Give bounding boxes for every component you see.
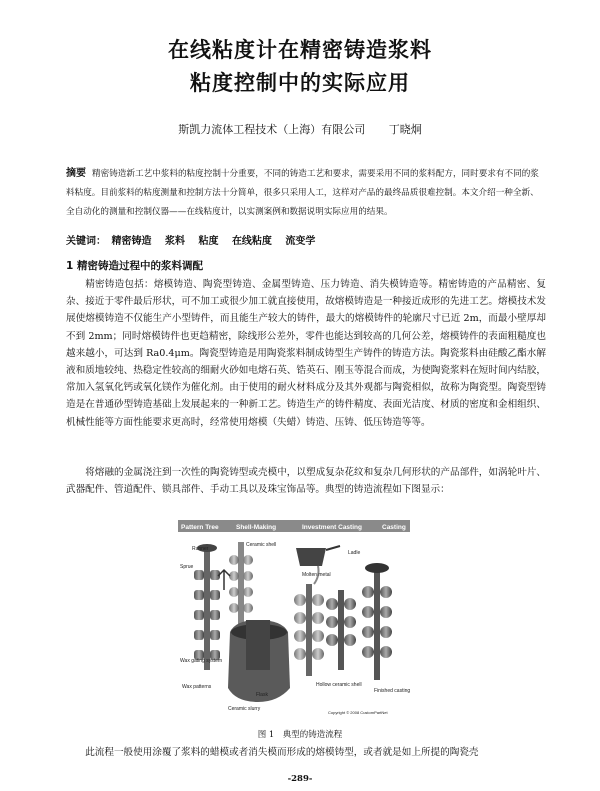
abstract [66,164,544,222]
shell-making-tree [218,542,253,632]
title-line-1: 在线粘度计在精密铸造浆料 [168,38,432,62]
keyword: 流变学 [285,236,316,247]
label-ceramic-slurry: Ceramic slurry [228,706,261,712]
author-name: 丁晓炯 [388,123,422,136]
label-finished: Finished casting [374,688,410,694]
abstract-text: 精密铸造新工艺中浆料的粘度控制十分重要，不同的铸造工艺和要求，需要采用不同的浆料配方，同时要求有不同的浆料粘度。目前浆料的粘度测量和控制方法十分简单，很多只采用人工，这样对产品的最终品质很难控制。本文介绍一种全新、全自动化的测量和控制仪器——在线粘度计，以实测案例和数据说明实际应用的结果。 [66,169,539,217]
keyword: 在线粘度 [231,236,272,247]
keyword: 精密铸造 [111,236,152,247]
label-ceramic-shell: Ceramic shell [246,542,277,548]
figure-caption: 图 1 典型的铸造流程 [257,730,343,740]
paragraph-2: 将熔融的金属浇注到一次性的陶瓷铸型或壳模中，以塑成复杂花纹和复杂几何形状的产品部件，如涡轮叶片、武器配件、管道配件、锁具部件、手动工具以及珠宝饰品等。典型的铸造流程如下图显示： [66,467,546,496]
label-wax-gating: Wax gating system [180,658,223,664]
keyword: 浆料 [164,236,185,247]
label-flask: Flask [256,692,268,698]
casting-process-figure [178,520,410,716]
figure-copyright: Copyright © 2008 CustomPartNet [328,710,388,715]
wax-pattern-tree [194,544,220,670]
header-step: Investment Casting [302,524,362,531]
keyword: 粘度 [198,236,219,247]
keywords-label: 关键词： [66,236,106,247]
ceramic-slurry-flask [228,620,290,702]
label-hollow-shell: Hollow ceramic shell [316,682,362,688]
page-number: -289- [287,774,313,784]
label-ladle: Ladle [348,550,361,556]
investment-shells [294,584,356,676]
author-line [0,121,600,137]
header-step: Pattern Tree [181,524,219,531]
finished-casting [362,563,392,680]
label-sprue: Sprue [180,564,194,570]
paragraph-1: 精密铸造包括：熔模铸造、陶瓷型铸造、金属型铸造、压力铸造、消失模铸造等。精密铸造的产品精密、复杂、接近于零件最后形状，可不加工或很少加工就直接使用，故熔模铸造是一种接近成形的先进工艺。熔模技术发展使熔模铸造不仅能生产小型铸件，而且能生产较大的铸件，最大的熔模铸件的轮廓尺寸已近 2m，而最小壁厚却不到 2mm；同时熔模铸件也更趋精密，除线形公差外，零件也能达到较高的几何公差，熔模铸件的表面粗糙度也越来越小，可达到 Ra0.4μm。陶瓷型铸造是用陶瓷浆料制成铸型生产铸件的铸造方法。陶瓷浆料由硅酸乙酯水解液和质地较纯、热稳定性较高的细耐火砂如电熔石英、锆英石、刚玉等混合而成，为使陶瓷浆料在短时间内结胶，常加入氢氧化钙或氧化镁作为催化剂。由于使用的耐火材料成分及其外观都与陶瓷相似，故称为陶瓷型。陶瓷型铸造是在普通砂型铸造基础上发展起来的一种新工艺。铸造生产的铸件精度、表面光洁度、材质的密度和金相组织、机械性能等方面性能要求更高时，经常使用熔模（失蜡）铸造、压铸、低压铸造等等。 [66,279,546,428]
abstract-label: 摘要 [66,168,86,179]
header-step: Shell-Making [236,524,277,531]
paragraph-3: 此流程一般使用涂覆了浆料的蜡模或者消失模而形成的熔模铸型，或者就是如上所提的陶瓷壳 [85,747,479,758]
label-runner: Runner [192,546,209,552]
company-name: 斯凯力流体工程技术（上海）有限公司 [178,123,366,136]
title-line-2: 粘度控制中的实际应用 [190,71,410,95]
section-heading: 1 精密铸造过程中的浆料调配 [66,260,203,272]
ladle [296,546,340,584]
keywords [66,232,325,247]
label-molten-metal: Molten metal [302,572,331,578]
header-step: Casting [382,524,406,531]
label-wax-patterns: Wax patterns [182,684,212,690]
